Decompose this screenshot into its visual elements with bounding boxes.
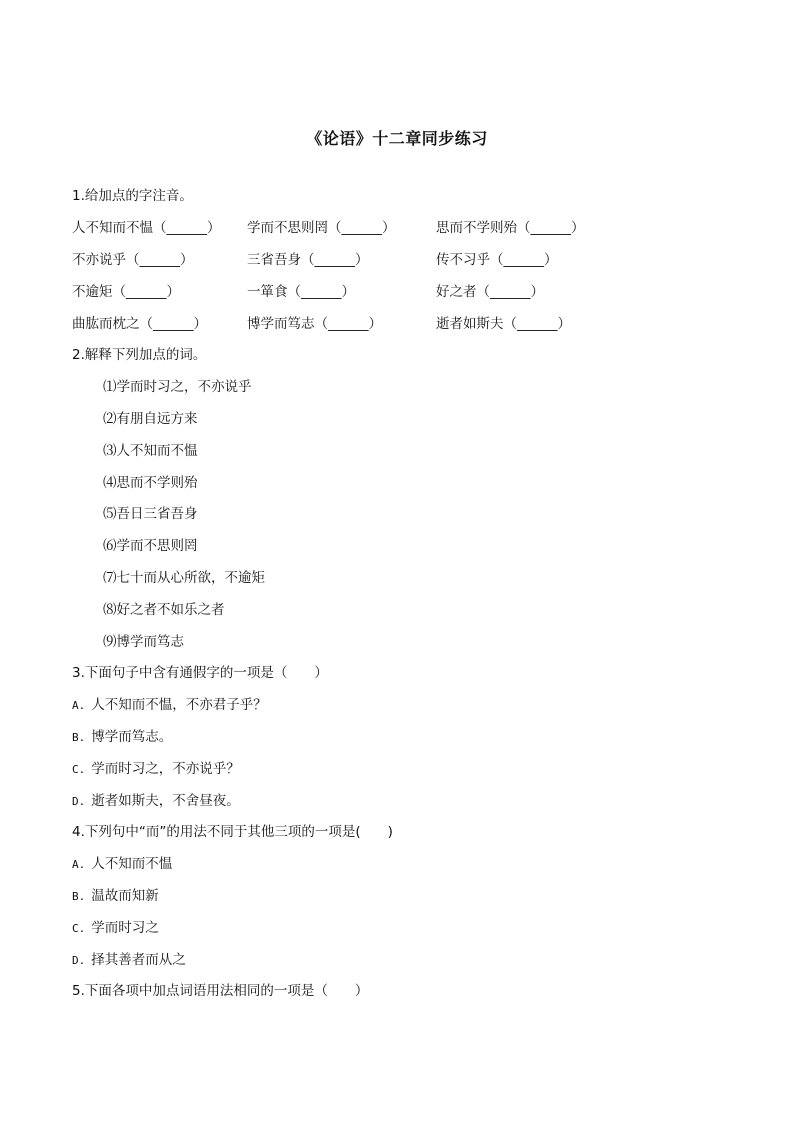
q1-blank-item: 曲肱而枕之（______） [72,316,207,332]
q3-option-b [72,728,172,747]
q5-prompt: 5.下面各项中加点词语用法相同的一项是（ ） [72,983,369,999]
q1-blank-item: 三省吾身（______） [247,252,369,268]
option-text: 人不知而不愠，不亦君子乎？ [91,697,267,713]
option-text: 逝者如斯夫，不舍昼夜。 [91,793,240,809]
q1-blank-item: 传不习乎（______） [436,252,558,268]
option-letter: D. [72,954,86,967]
q1-blank-item: 不亦说乎（______） [72,252,194,268]
option-letter: C. [72,922,86,935]
q2-item: ⑶人不知而不愠 [103,443,198,459]
q2-item: ⑷思而不学则殆 [103,475,198,491]
q2-item: ⑺七十而从心所欲，不逾矩 [103,570,265,586]
q1-blank-item: 人不知而不愠（______） [72,220,221,236]
q2-item: ⑹学而不思则罔 [103,538,198,554]
q1-blank-item: 一箪食（______） [247,284,355,300]
option-text: 温故而知新 [91,888,159,904]
q2-item: ⑴学而时习之，不亦说乎 [103,379,252,395]
q3-option-a [72,696,267,715]
q4-option-b [72,887,159,906]
q3-option-d [72,792,240,811]
q1-blank-item: 学而不思则罔（______） [247,220,396,236]
option-letter: B. [72,890,86,903]
q2-item: ⑻好之者不如乐之者 [103,602,225,618]
q1-prompt: 1.给加点的字注音。 [72,188,193,204]
q3-prompt: 3.下面句子中含有通假字的一项是（ ） [72,665,328,681]
option-letter: C. [72,763,86,776]
option-letter: D. [72,795,86,808]
option-text: 博学而笃志。 [91,729,173,745]
q2-item: ⑵有朋自远方来 [103,411,198,427]
page-title: 《论语》十二章同步练习 [306,129,488,148]
option-text: 学而时习之 [91,920,159,936]
option-letter: A. [72,699,86,712]
option-letter: B. [72,731,86,744]
option-text: 人不知而不愠 [91,856,173,872]
q1-blank-item: 思而不学则殆（______） [436,220,585,236]
q4-option-a [72,855,172,874]
q1-blank-item: 不逾矩（______） [72,284,180,300]
option-text: 择其善者而从之 [91,952,186,968]
q4-prompt: 4.下列句中“而”的用法不同于其他三项的一项是( ) [72,824,393,840]
q2-prompt: 2.解释下列加点的词。 [72,347,207,363]
q2-item: ⑸吾日三省吾身 [103,506,198,522]
option-letter: A. [72,858,86,871]
q1-blank-item: 好之者（______） [436,284,544,300]
q1-blank-item: 博学而笃志（______） [247,316,382,332]
q3-option-c [72,760,240,779]
q2-item: ⑼博学而笃志 [103,634,184,650]
q4-option-c [72,919,159,938]
option-text: 学而时习之，不亦说乎？ [91,761,240,777]
q1-blank-item: 逝者如斯夫（______） [436,316,571,332]
q4-option-d [72,951,186,970]
